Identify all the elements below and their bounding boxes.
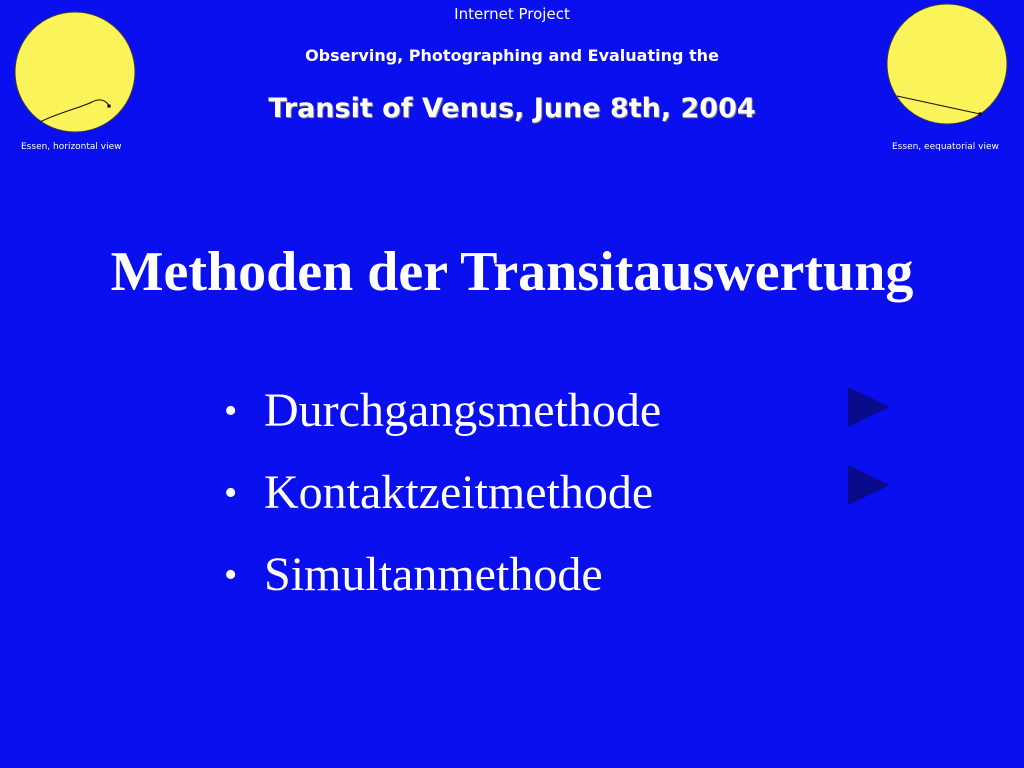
bullet-text: Simultanmethode xyxy=(264,548,603,601)
bullet-icon: • xyxy=(224,554,238,596)
durchgangsmethode-link-button[interactable] xyxy=(846,385,892,429)
sun-caption-left: Essen, horizontal view xyxy=(21,142,122,152)
slide-title: Methoden der Transitauswertung xyxy=(110,241,914,303)
bullet-icon: • xyxy=(224,390,238,432)
bullet-text: Kontaktzeitmethode xyxy=(264,466,654,519)
sun-caption-right: Essen, eequatorial view xyxy=(892,142,999,152)
bullet-list xyxy=(224,380,661,626)
kontaktzeitmethode-link-button[interactable] xyxy=(846,463,892,507)
sun-diagram-right xyxy=(874,0,1024,160)
sun-diagram-left xyxy=(0,0,150,160)
list-item xyxy=(224,380,661,462)
list-item xyxy=(224,544,661,626)
bullet-icon: • xyxy=(224,472,238,514)
header-subtitle: Observing, Photographing and Evaluating the xyxy=(305,46,719,65)
play-triangle-icon xyxy=(846,463,892,507)
list-item xyxy=(224,462,661,544)
header-title: Transit of Venus, June 8th, 2004 xyxy=(268,93,756,124)
project-label: Internet Project xyxy=(454,5,570,23)
bullet-text: Durchgangsmethode xyxy=(264,384,662,437)
play-triangle-icon xyxy=(846,385,892,429)
